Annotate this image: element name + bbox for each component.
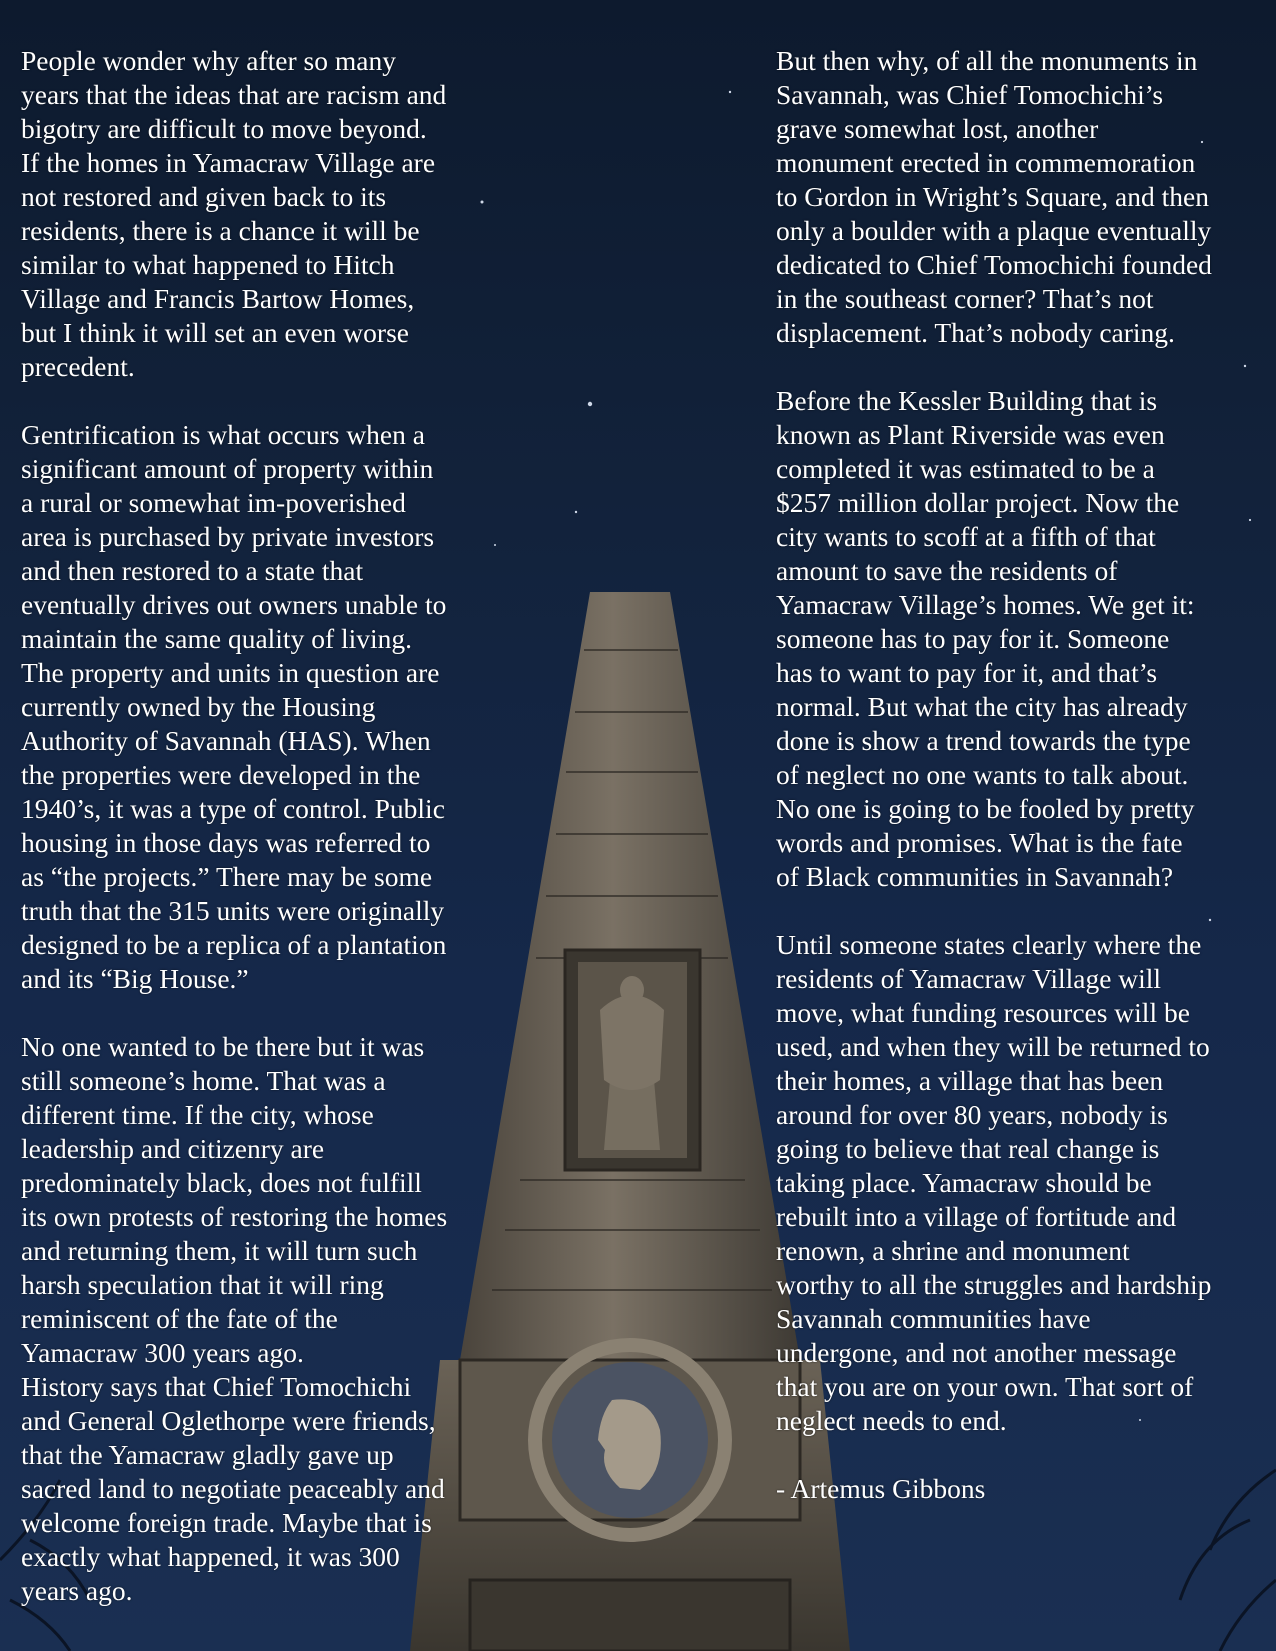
paragraph-home: No one wanted to be there but it was still someone’s home. That was a different time. If the city, whose leadership and citizenry are predominately black, does not fulfill its own protests of restoring the homes and returning them, it will turn such harsh speculation that it will ring reminiscent of the fate of the Yamacraw 300 years ago. — [21, 1031, 448, 1368]
paragraph-until: Until someone states clearly where the residents of Yamacraw Village will move, what funding resources will be used, and when they will be returned to their homes, a village that has been around for over 80 years, nobody is going to believe that real change is taking place. Yamacraw should be rebuilt into a village of fortitude and renown, a shrine and monument worthy to all the struggles and hardship Savannah communities have undergone, and not another message that you are on your own. That sort of neglect needs to end. — [776, 929, 1212, 1436]
paragraph-kessler: Before the Kessler Building that is known as Plant Riverside was even completed it was estimated to be a $257 million dollar project. Now the city wants to scoff at a fifth of that amount to save the residents of Yamacraw Village’s homes. We get it: someone has to pay for it. Someone has to want to pay for it, and that’s normal. But what the city has already done is show a trend towards the type of neglect no one wants to talk about. No one is going to be fooled by pretty words and promises. What is the fate of Black communities in Savannah? — [776, 385, 1195, 892]
paragraph-history: History says that Chief Tomochichi and General Oglethorpe were friends, that the Yamacraw gladly gave up sacred land to negotiate peaceably and welcome foreign trade. Maybe that is exactly what happened, it was 300 years ago. — [21, 1371, 445, 1606]
paragraph-monuments: But then why, of all the monuments in Savannah, was Chief Tomochichi’s grave somewhat lost, another monument erected in commemoration to Gordon in Wright’s Square, and then only a boulder with a plaque eventually dedicated to Chief Tomochichi founded in the southeast corner? That’s not displacement. That’s nobody caring. — [776, 45, 1212, 348]
author-signature: - Artemus Gibbons — [776, 1473, 986, 1504]
left-text-column — [21, 44, 501, 1642]
right-text-column — [776, 44, 1266, 1506]
paragraph-gentrification: Gentrification is what occurs when a significant amount of property within a rural or somewhat im-poverished area is purchased by private investors and then restored to a state that eventually drives out owners unable to maintain the same quality of living. The property and units in question are currently owned by the Housing Authority of Savannah (HAS). When the properties were developed in the 1940’s, it was a type of control. Public housing in those days was referred to as “the projects.” There may be some truth that the 315 units were originally designed to be a replica of a plantation and its “Big House.” — [21, 419, 447, 994]
paragraph-racism: People wonder why after so many years that the ideas that are racism and bigotry are difficult to move beyond. If the homes in Yamacraw Village are not restored and given back to its residents, there is a chance it will be similar to what happened to Hitch Village and Francis Bartow Homes, but I think it will set an even worse precedent. — [21, 45, 447, 382]
